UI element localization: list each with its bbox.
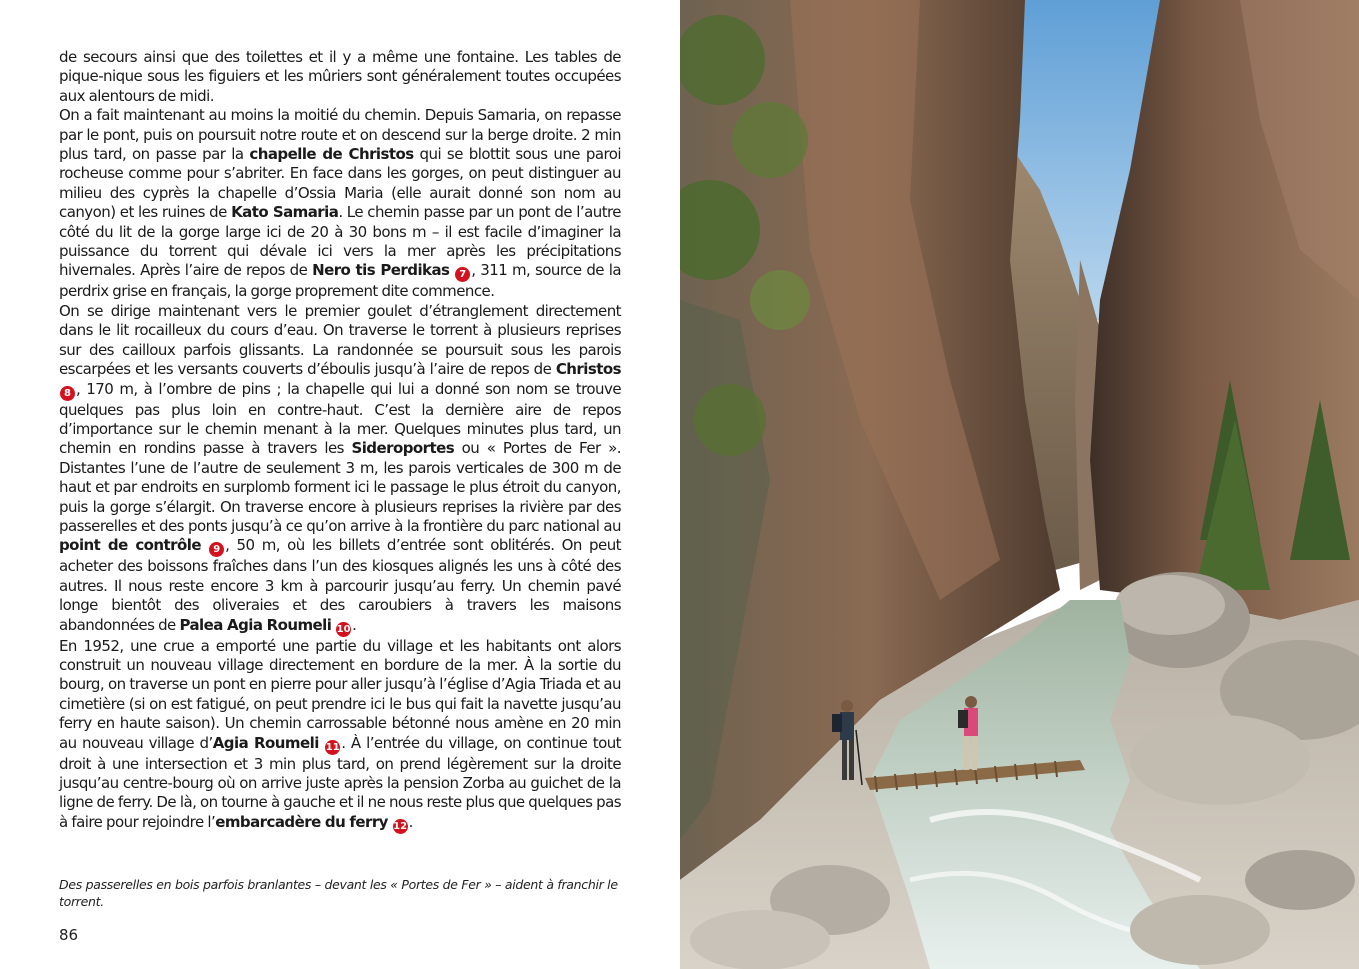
text-run bbox=[319, 734, 324, 752]
text-run bbox=[201, 536, 208, 554]
place-name: Palea Agia Roumeli bbox=[179, 615, 332, 634]
page-number: 86 bbox=[59, 926, 79, 944]
text-run: de secours ainsi que des toilettes et il y a même une fontaine. Les tables de pique-nique sous les figuiers et les mûriers sont généralement toutes occupées aux alentours de midi. bbox=[59, 48, 621, 105]
waypoint-marker: 10 bbox=[336, 623, 351, 635]
photo-caption: Des passerelles en bois parfois branlantes – devant les « Portes de Fer » – aident à franchir le torrent. bbox=[59, 877, 618, 909]
place-name: Kato Samaria bbox=[231, 203, 339, 222]
waypoint-marker: 7 bbox=[455, 267, 470, 282]
gorge-photo-illustration bbox=[680, 0, 1359, 969]
text-run: , 311 m, source de la perdrix grise en français, la gorge proprement dite commence. bbox=[59, 261, 621, 301]
body-paragraph bbox=[59, 302, 621, 637]
body-paragraph bbox=[59, 637, 621, 834]
place-name: Agia Roumeli bbox=[212, 733, 319, 752]
text-run: ou « Portes de Fer ». Distantes l’une de l’autre de seulement 3 m, les parois verticales de 300 m de haut et par endroits en surplomb forment ici le passage le plus étroit du canyon, puis la gorge s’élargit. On traverse encore à plusieurs reprises la rivière par des passerelles et des ponts jusqu’à ce qu’on arrive à la frontière du parc national au bbox=[59, 439, 621, 535]
text-run: , 50 m, où les billets d’entrée sont oblitérés. On peut acheter des boissons fraîches dans l’un des kiosques alignés les uns à côté des autres. Il nous reste encore 3 km à parcourir jusqu’au ferry. Un chemin pavé longe bientôt des oliveraies et des caroubiers à travers les maisons abandonnées de bbox=[59, 536, 621, 634]
text-run: . bbox=[352, 615, 357, 634]
text-run bbox=[388, 813, 392, 831]
text-run: En 1952, une crue a emporté une partie du village et les habitants ont alors construit un nouveau village directement en bordure de la mer. À la sortie du bourg, on traverse un pont en pierre pour aller jusqu’à l’église d’Agia Triada et au cimetière (si on est fatigué, on peut prendre ici le bus qui fait la navette jusqu’au ferry en haute saison). Un chemin carrossable bétonné nous amène en 20 min au nouveau village d’ bbox=[59, 636, 621, 752]
body-paragraph bbox=[59, 48, 621, 106]
place-name: point de contrôle bbox=[59, 536, 201, 555]
waypoint-marker: 8 bbox=[60, 386, 75, 401]
text-run: qui se blottit sous une paroi rocheuse comme pour s’abriter. En face dans les gorges, on peut distinguer au milieu des cyprès la chapelle d’Ossia Maria (elle aurait donné son nom au canyon) et les ruines de bbox=[59, 145, 621, 222]
text-run: , 170 m, à l’ombre de pins ; la chapelle qui lui a donné son nom se trouve quelques pas plus loin en contre-haut. C’est la dernière aire de repos d’importance sur le chemin menant à la mer. Quelques minutes plus tard, un chemin en rondins passe à travers les bbox=[59, 379, 621, 458]
place-name: Christos bbox=[555, 360, 621, 379]
waypoint-marker: 12 bbox=[393, 820, 408, 832]
body-paragraph bbox=[59, 106, 621, 302]
text-run bbox=[331, 616, 335, 634]
text-run bbox=[449, 261, 454, 279]
text-run: . À l’entrée du village, on continue tout droit à une intersection et 3 min plus tard, on prend légèrement sur la droite jusqu’au centre-bourg où on arrive juste après la pension Zorba au guichet de la ligne de ferry. De là, on tourne à gauche et il ne nous reste plus que quelques pas à faire pour rejoindre l’ bbox=[59, 733, 621, 831]
text-run: . Le chemin passe par un pont de l’autre côté du lit de la gorge large ici de 20 à 30 bons m – il est facile d’imaginer la puissance du torrent qui dévale ici vers la mer après les précipitations hivernales. Après l’aire de repos de bbox=[59, 203, 621, 280]
place-name: Sideroportes bbox=[351, 439, 455, 458]
body-text bbox=[59, 48, 621, 834]
place-name: chapelle de Christos bbox=[249, 145, 414, 164]
waypoint-marker: 11 bbox=[325, 741, 340, 753]
waypoint-marker: 9 bbox=[209, 542, 224, 557]
text-run: . bbox=[408, 812, 413, 831]
gorge-photo bbox=[680, 0, 1359, 969]
text-run: On a fait maintenant au moins la moitié du chemin. Depuis Samaria, on repasse par le pont, puis on poursuit notre route et on descend sur la berge droite. 2 min plus tard, on passe par la bbox=[59, 106, 621, 164]
text-run: On se dirige maintenant vers le premier goulet d’étranglement directement dans le lit rocailleux du cours d’eau. On traverse le torrent à plusieurs reprises sur des cailloux parfois glissants. La randonnée se poursuit sous les parois escarpées et les versants couverts d’éboulis jusqu’à l’aire de repos de bbox=[59, 301, 621, 379]
place-name: Nero tis Perdikas bbox=[312, 261, 450, 280]
place-name: embarcadère du ferry bbox=[215, 812, 388, 831]
